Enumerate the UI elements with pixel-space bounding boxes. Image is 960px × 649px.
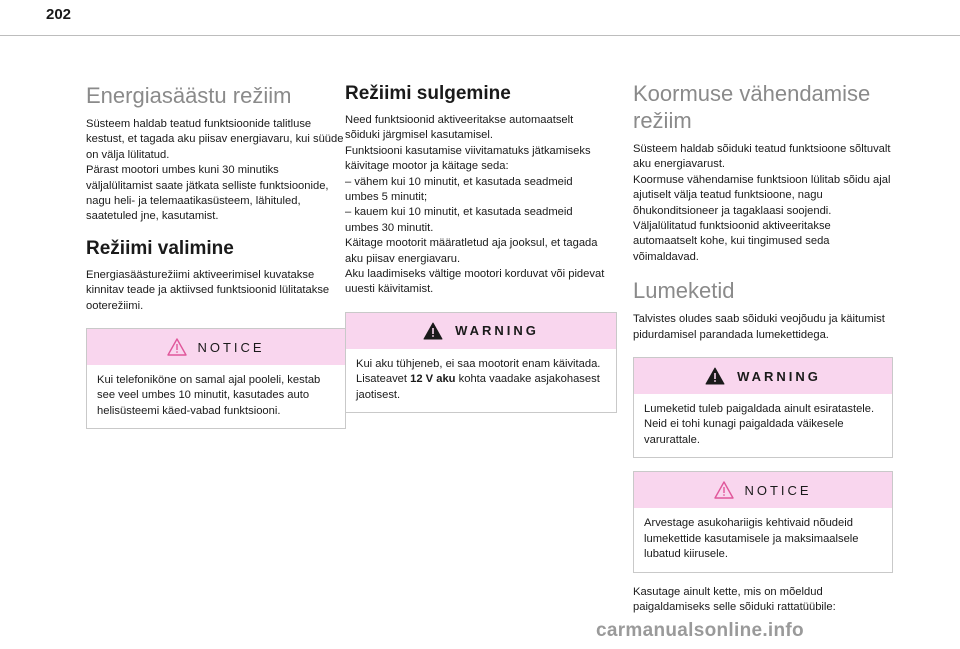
list-item: – kauem kui 10 minutit, et kasutada seadmeid umbes 30 minutit. [345,206,573,234]
paragraph: Väljalülitatud funktsioonid aktiveeritakse automaatselt kohe, kui tingimused seda võimaldavad. [633,220,831,263]
column-2 [345,82,605,413]
battery-reference: 12 V aku [410,373,456,386]
warning-text [346,349,616,412]
paragraph: Talvistes oludes saab sõiduki veojõudu ja käitumist pidurdamisel parandada lumekettidega. [633,313,885,341]
paragraph: Käitage mootorit määratletud aja jooksul, et tagada aku piisav energiavaru. [345,237,598,265]
paragraph: Funktsiooni kasutamise viivitamatuks jätkamiseks käivitage mootor ja käitage seda: [345,144,591,173]
warning-header [346,313,616,349]
paragraph: Koormuse vähendamise funktsioon lülitab sõidu ajal ajutiselt välja teatud funktsioone, nagu õhukonditsioneer ja tagaklaasi soojendi. [633,173,891,217]
paragraph: Süsteem haldab teatud funktsioonide talitluse kestust, et tagada aku piisav energiavaru, kui süüde on välja lülitatud. [86,118,344,161]
notice-text: Arvestage asukohariigis kehtivaid nõudeid lumekettide kasutamisele ja maksimaalsele lubatud kiirusele. [644,517,859,561]
heading-mode-selection: Režiimi valimine [86,237,234,259]
warning-line: Kui aku tühjeneb, ei saa mootorit enam käivitada. [356,357,601,370]
warning-title: WARNING [455,323,539,339]
notice-header [634,472,892,508]
text-fragment: Lisateavet [356,373,411,386]
column-3 [633,80,893,615]
warning-triangle-icon [705,367,725,385]
notice-box [86,328,346,429]
notice-title: NOTICE [197,339,265,355]
watermark: carmanualsonline.info [596,620,804,641]
paragraph: Need funktsioonid aktiveeritakse automaatselt sõiduki järgmisel kasutamisel. [345,114,574,142]
paragraph: Pärast mootori umbes kuni 30 minutiks väljalülitamist saate jätkata selliste funktsioonide, nagu heli- ja telemaatikasüsteem, lähituled, saatetuled jne, kasutamist. [86,164,329,223]
header-rule [0,35,960,36]
warning-box [633,357,893,458]
warning-triangle-icon [423,322,443,340]
paragraph: Aku laadimiseks vältige mootori korduvat või pidevat uuesti käivitamist. [345,268,605,296]
notice-triangle-icon [714,481,734,499]
heading-load-reduction: Koormuse vähendamise režiim [633,81,871,133]
heading-mode-exit: Režiimi sulgemine [345,83,511,104]
notice-title: NOTICE [744,482,812,498]
heading-snow-chains: Lumeketid [633,278,735,304]
paragraph: Süsteem haldab sõiduki teatud funktsioone sõltuvalt aku energiavarust. [633,143,891,171]
warning-line [356,372,606,403]
paragraph: Energiasäästurežiimi aktiveerimisel kuvatakse kinnitav teade ja aktiivsed funktsioonid lülitatakse ooterežiimi. [86,268,330,312]
warning-text: Lumeketid tuleb paigaldada ainult esiratastele. Neid ei tohi kunagi paigaldada väikesele varurattale. [644,403,875,446]
column-1 [86,82,346,429]
notice-triangle-icon [167,338,187,356]
notice-text: Kui telefoniköne on samal ajal pooleli, kestab see veel umbes 10 minutit, kasutades auto helisüsteemi käed-vabad funktsiooni. [97,374,321,417]
warning-header [634,358,892,394]
warning-title: WARNING [737,368,821,384]
heading-energy-saving: Energiasäästu režiim [86,83,292,108]
page-number: 202 [46,6,72,23]
notice-header [87,329,345,365]
text-fragment: kohta vaadake asjakohasest jaotisest. [356,373,600,401]
list-item: – vähem kui 10 minutit, et kasutada seadmeid umbes 5 minutit; [345,175,573,204]
warning-box [345,312,617,413]
paragraph: Kasutage ainult kette, mis on mõeldud paigaldamiseks selle sõiduki rattatüübile: [633,585,836,613]
notice-box [633,471,893,572]
